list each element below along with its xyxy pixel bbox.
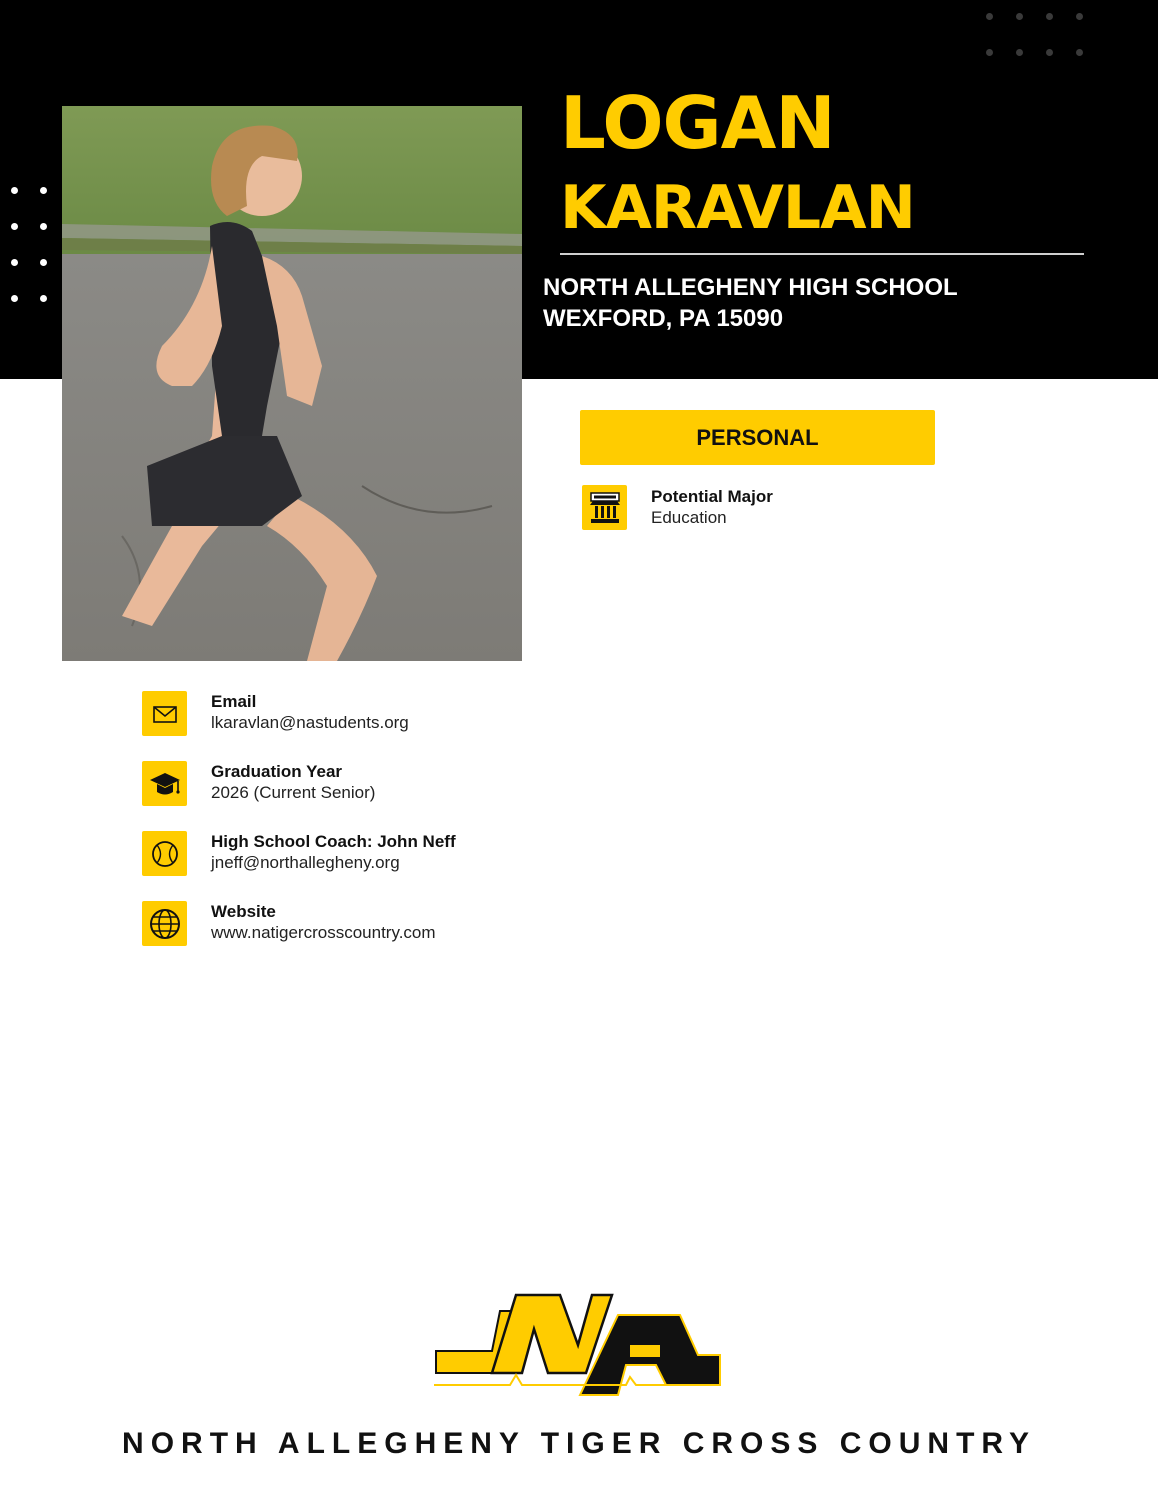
potential-major-title: Potential Major bbox=[651, 487, 773, 506]
footer-team-name: NORTH ALLEGHENY TIGER CROSS COUNTRY bbox=[122, 1427, 1036, 1460]
coach-title: High School Coach: John Neff bbox=[211, 832, 456, 851]
personal-section-header bbox=[580, 410, 935, 465]
graduation-cap-icon bbox=[142, 761, 187, 806]
name-divider bbox=[560, 253, 1084, 255]
college-building-icon bbox=[582, 485, 627, 530]
graduation-year-value: 2026 (Current Senior) bbox=[211, 783, 376, 802]
north-allegheny-logo bbox=[430, 1285, 730, 1415]
graduation-year-title: Graduation Year bbox=[211, 762, 343, 781]
coach-email-value[interactable]: jneff@northallegheny.org bbox=[211, 853, 400, 872]
school-location: WEXFORD, PA 15090 bbox=[543, 305, 784, 332]
potential-major-value: Education bbox=[651, 508, 727, 527]
personal-section-label: PERSONAL bbox=[696, 424, 819, 450]
athlete-last-name: KARAVLAN bbox=[560, 173, 915, 243]
envelope-icon bbox=[142, 691, 187, 736]
baseball-icon bbox=[142, 831, 187, 876]
website-title: Website bbox=[211, 902, 276, 921]
globe-icon bbox=[142, 901, 187, 946]
school-name: NORTH ALLEGHENY HIGH SCHOOL bbox=[543, 274, 958, 301]
email-value[interactable]: lkaravlan@nastudents.org bbox=[211, 713, 409, 732]
athlete-first-name: LOGAN bbox=[560, 81, 835, 165]
athlete-photo bbox=[62, 106, 522, 661]
email-title: Email bbox=[211, 692, 257, 711]
website-value[interactable]: www.natigercrosscountry.com bbox=[211, 923, 436, 942]
